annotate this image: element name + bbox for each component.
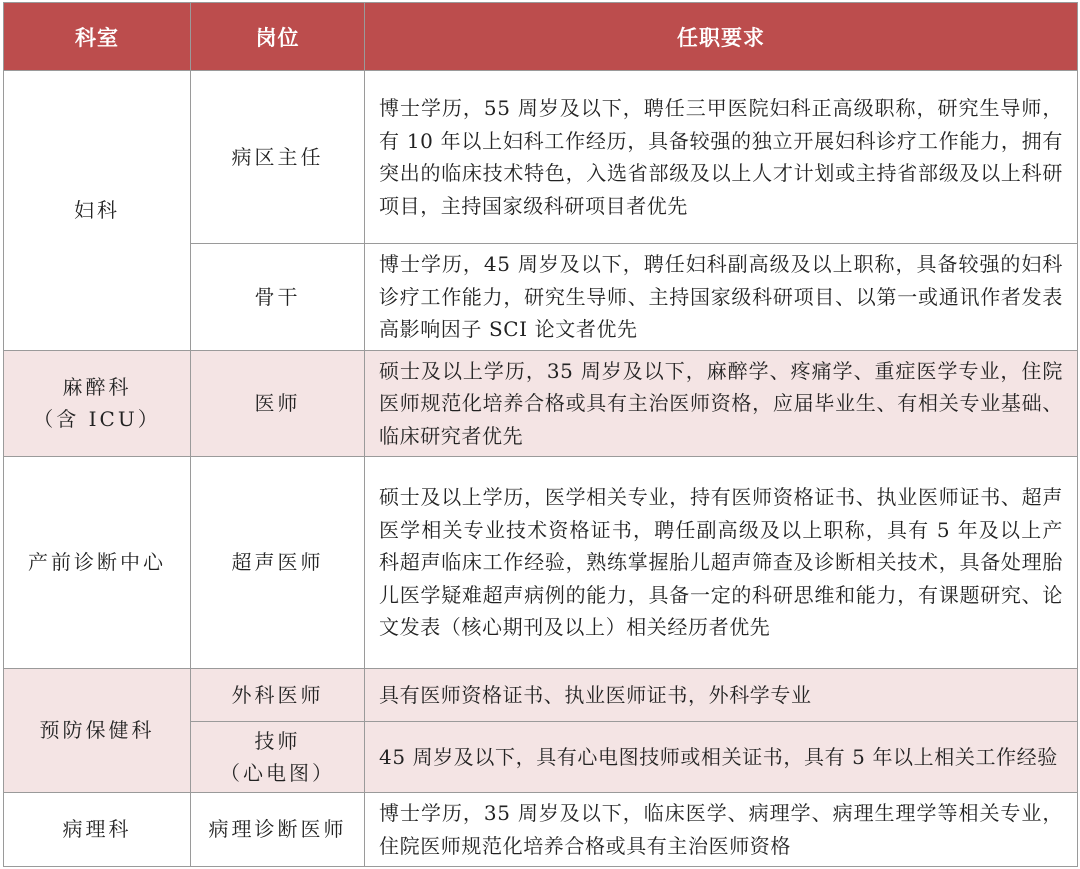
table-header-row xyxy=(4,3,1078,71)
table-row xyxy=(4,457,1078,669)
table-row xyxy=(4,793,1078,867)
dept-line: （含 ICU） xyxy=(33,407,161,432)
requirement-cell: 博士学历，55 周岁及以下，聘任三甲医院妇科正高级职称，研究生导师，有 10 年以上妇科工作经历，具备较强的独立开展妇科诊疗工作能力，拥有突出的临床技术特色，入选省部级及以上人才计划或主持省部级及以上科研项目，主持国家级科研项目者优先 xyxy=(365,71,1078,244)
dept-cell xyxy=(4,350,191,457)
dept-cell: 病理科 xyxy=(4,793,191,867)
requirement-cell: 博士学历，35 周岁及以下，临床医学、病理学、病理生理学等相关专业，住院医师规范化培养合格或具有主治医师资格 xyxy=(365,793,1078,867)
position-cell: 超声医师 xyxy=(191,457,365,669)
position-cell: 病理诊断医师 xyxy=(191,793,365,867)
requirement-cell: 硕士及以上学历，医学相关专业，持有医师资格证书、执业医师证书、超声医学相关专业技术资格证书，聘任副高级及以上职称，具有 5 年及以上产科超声临床工作经验，熟练掌握胎儿超声筛查及诊断相关技术，具备处理胎儿医学疑难超声病例的能力，具备一定的科研思维和能力，有课题研究、论文发表（核心期刊及以上）相关经历者优先 xyxy=(365,457,1078,669)
position-cell: 病区主任 xyxy=(191,71,365,244)
recruitment-table xyxy=(3,2,1078,867)
table-row xyxy=(4,71,1078,244)
position-cell: 外科医师 xyxy=(191,669,365,722)
position-cell: 医师 xyxy=(191,350,365,457)
dept-line: 麻醉科 xyxy=(62,374,132,399)
position-cell: 骨干 xyxy=(191,244,365,351)
dept-cell: 预防保健科 xyxy=(4,669,191,793)
dept-cell: 产前诊断中心 xyxy=(4,457,191,669)
requirement-cell: 硕士及以上学历，35 周岁及以下，麻醉学、疼痛学、重症医学专业，住院医师规范化培养合格或具有主治医师资格，应届毕业生、有相关专业基础、临床研究者优先 xyxy=(365,350,1078,457)
header-position: 岗位 xyxy=(191,3,365,71)
position-cell xyxy=(191,722,365,793)
requirement-cell: 博士学历，45 周岁及以下，聘任妇科副高级及以上职称，具备较强的妇科诊疗工作能力，研究生导师、主持国家级科研项目、以第一或通讯作者发表高影响因子 SCI 论文者优先 xyxy=(365,244,1078,351)
position-line: 技师 xyxy=(254,728,301,753)
position-line: （心电图） xyxy=(220,761,335,785)
header-requirements: 任职要求 xyxy=(365,3,1078,71)
recruitment-table-container xyxy=(3,2,1077,867)
table-row xyxy=(4,669,1078,722)
header-dept: 科室 xyxy=(4,3,191,71)
requirement-cell: 具有医师资格证书、执业医师证书，外科学专业 xyxy=(365,669,1078,722)
dept-cell: 妇科 xyxy=(4,71,191,351)
requirement-cell: 45 周岁及以下，具有心电图技师或相关证书，具有 5 年以上相关工作经验 xyxy=(365,722,1078,793)
table-row xyxy=(4,350,1078,457)
